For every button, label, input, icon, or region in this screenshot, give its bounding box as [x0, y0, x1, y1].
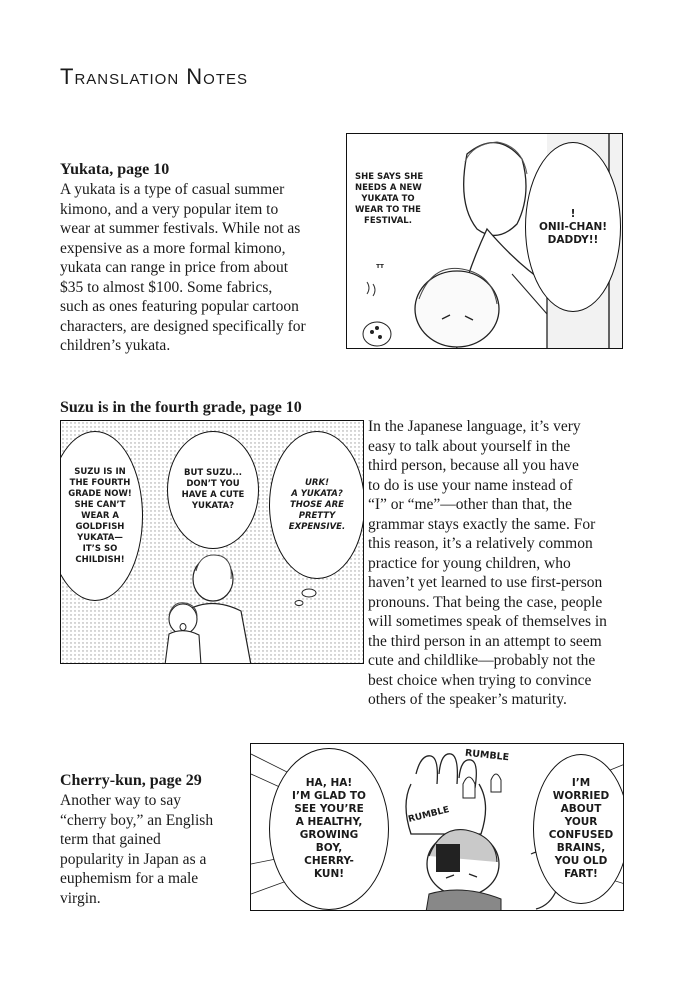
speech-bubble-old-fart [533, 754, 624, 904]
speech-line: IT’S SO [82, 543, 118, 554]
body-line: will sometimes speak of themselves in [368, 613, 607, 630]
speech-text-festival [355, 172, 424, 227]
speech-line: YUKATA? [191, 501, 235, 511]
speech-line: YUKATA TO [361, 194, 415, 204]
speech-line: SHE SAYS SHE [355, 172, 424, 182]
body-line: grammar stays exactly the same. For [368, 515, 596, 533]
manga-panel-cherry-kun [250, 743, 624, 911]
speech-line: NEEDS A NEW [355, 183, 422, 193]
speech-line: SHE CAN’T [74, 499, 126, 510]
note-heading-suzu: Suzu is in the fourth grade, page 10 [60, 399, 302, 416]
speech-line: EXPENSIVE. [288, 521, 346, 532]
body-line: children’s yukata. [60, 337, 171, 354]
body-line: “I” or “me”—other than that, the [368, 496, 572, 513]
note-heading-cherry-kun: Cherry-kun, page 29 [60, 772, 202, 789]
speech-line: ! [570, 207, 576, 220]
speech-line: I’M GLAD TO [292, 790, 366, 802]
speech-line: THE FOURTH [69, 477, 131, 488]
body-line: the third person in an attempt to seem [368, 632, 602, 650]
page-title: Translation Notes [60, 64, 249, 89]
speech-line: DADDY!! [547, 233, 599, 246]
sfx-rumble-top: RUMBLE [464, 747, 510, 764]
note-body-yukata [60, 180, 306, 356]
body-line: expensive as a more formal kimono, [60, 239, 286, 257]
speech-line: DON’T YOU [186, 479, 240, 489]
speech-line: A HEALTHY, [295, 816, 363, 828]
speech-line: A YUKATA? [291, 488, 343, 499]
speech-bubble-cherry-kun [269, 748, 389, 910]
body-line: haven’t yet learned to use first-person [368, 574, 603, 591]
speech-line: PRETTY [298, 510, 336, 521]
body-line: cute and childlike—probably not the [368, 652, 596, 669]
speech-line: FART! [564, 868, 598, 880]
body-line: virgin. [60, 889, 101, 907]
body-line: such as ones featuring popular cartoon [60, 298, 299, 315]
body-line: kimono, and a very popular item to [60, 200, 279, 218]
body-line: term that gained [60, 831, 161, 848]
body-line: best choice when trying to convince [368, 671, 592, 689]
note-heading-yukata: Yukata, page 10 [60, 161, 170, 178]
speech-line: CHILDISH! [75, 554, 125, 565]
speech-line: CONFUSED [548, 829, 614, 841]
speech-line: WEAR TO THE [355, 205, 421, 215]
speech-line: WORRIED [552, 790, 610, 802]
body-line: easy to talk about yourself in the [368, 437, 571, 455]
speech-line: WEAR A [81, 510, 119, 521]
speech-line: BRAINS, [556, 842, 606, 854]
speech-line: YUKATA— [77, 532, 123, 543]
body-line: pronouns. That being the case, people [368, 593, 603, 611]
body-line: to do is use your name instead of [368, 476, 573, 494]
speech-bubble-cute-yukata [167, 431, 259, 549]
speech-line: YOU OLD [554, 855, 608, 867]
body-line: In the Japanese language, it’s very [368, 418, 581, 435]
speech-line: SUZU IS IN [74, 466, 126, 477]
speech-line: GRADE NOW! [68, 488, 132, 499]
body-line: Another way to say [60, 792, 181, 809]
manga-panel-suzu [60, 420, 364, 664]
sfx-rumble-left: RUMBLE [407, 805, 451, 825]
speech-line: GROWING [299, 829, 359, 841]
speech-line: ONII-CHAN! [538, 220, 608, 233]
sfx-text: ᵀᵀ [376, 264, 384, 274]
speech-line: YOUR [564, 816, 598, 828]
speech-line: FESTIVAL. [364, 216, 412, 226]
speech-line: HAVE A CUTE [181, 490, 245, 500]
body-line: “cherry boy,” an English [60, 811, 214, 829]
note-body-suzu [368, 417, 607, 710]
body-line: this reason, it’s a relatively common [368, 535, 593, 552]
body-line: third person, because all you have [368, 457, 579, 474]
speech-line: URK! [305, 477, 329, 488]
body-line: characters, are designed specifically for [60, 317, 306, 335]
speech-line: ABOUT [560, 803, 602, 815]
speech-line: SEE YOU’RE [294, 803, 364, 815]
speech-line: THOSE ARE [290, 499, 344, 510]
note-body-cherry-kun [60, 791, 213, 908]
body-line: popularity in Japan as a [60, 850, 207, 868]
body-line: practice for young children, who [368, 554, 571, 572]
speech-line: GOLDFISH [75, 521, 125, 532]
body-line: yukata can range in price from about [60, 259, 289, 276]
body-line: euphemism for a male [60, 870, 199, 887]
speech-bubble-onii-chan [525, 142, 621, 312]
manga-panel-yukata [346, 133, 623, 349]
body-line: A yukata is a type of casual summer [60, 181, 285, 198]
speech-line: KUN! [313, 868, 345, 880]
speech-bubble-expensive [269, 431, 364, 579]
speech-line: BUT SUZU... [184, 468, 242, 478]
speech-line: I’M [571, 777, 591, 789]
body-line: wear at summer festivals. While not as [60, 220, 301, 237]
speech-line: BOY, [315, 842, 343, 854]
speech-line: HA, HA! [305, 777, 353, 789]
body-line: others of the speaker’s maturity. [368, 691, 567, 708]
speech-line: CHERRY- [304, 855, 354, 867]
body-line: $35 to almost $100. Some fabrics, [60, 278, 273, 296]
